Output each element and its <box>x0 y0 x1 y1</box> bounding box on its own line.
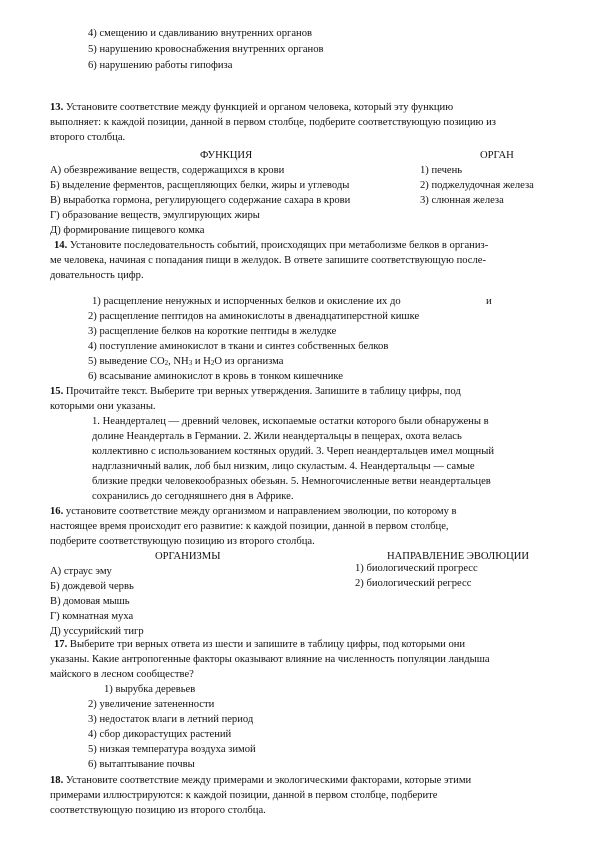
list-item: 2) расщепление пептидов на аминокислоты в двенадцатиперстной кишке <box>88 311 420 322</box>
passage-line: 1. Неандерталец — древний человек, ископаемые остатки которого были обнаружены в <box>92 416 489 427</box>
question-number: 13. <box>50 102 64 113</box>
question-18-line: соответствующую позицию из второго столбца. <box>50 805 266 816</box>
question-18-line: примерами иллюстрируются: к каждой позиции, данной в первом столбце, подберите <box>50 790 438 801</box>
question-15-line: которыми они указаны. <box>50 401 156 412</box>
list-item: 4) поступление аминокислот в ткани и синтез собственных белков <box>88 341 389 352</box>
list-item: 1) вырубка деревьев <box>104 684 196 695</box>
list-item: 5) выведение $CO_2$, $NH_3$ и $H_2O$ из организма <box>88 356 284 367</box>
list-item: 6) всасывание аминокислот в кровь в тонком кишечнике <box>88 371 343 382</box>
column-header-function: ФУНКЦИЯ <box>200 150 253 161</box>
passage-line: коллективно с использованием костяных орудий. 3. Череп неандертальцев имел мощный <box>92 446 495 457</box>
column-header-organ: ОРГАН <box>480 150 514 161</box>
list-item: 3) недостаток влаги в летний период <box>88 714 254 725</box>
question-18-line: 18. Установите соответствие между примерами и экологическими факторами, которые этими <box>50 775 472 786</box>
match-item: Д) уссурийский тигр <box>50 626 144 637</box>
match-item: Г) комнатная муха <box>50 611 134 622</box>
list-item: 3) расщепление белков на короткие пептиды в желудке <box>88 326 337 337</box>
list-item: 2) увеличение затененности <box>88 699 215 710</box>
question-number: 15. <box>50 386 64 397</box>
question-14-line: 14. Установите последовательность событий, происходящих при метаболизме белков в организ- <box>54 240 489 251</box>
passage-line: сохранились до сегодняшнего дня в Африке. <box>92 491 294 502</box>
question-13-line: выполняет: к каждой позиции, данной в первом столбце, подберите соответствующую позицию из <box>50 117 496 128</box>
match-item: А) страус эму <box>50 566 112 577</box>
match-item: Б) выделение ферментов, расщепляющих белки, жиры и углеводы <box>50 180 350 191</box>
list-item: 6) нарушению работы гипофиза <box>88 60 233 71</box>
column-header-evolution: НАПРАВЛЕНИЕ ЭВОЛЮЦИИ <box>387 551 530 562</box>
match-item: А) обезвреживание веществ, содержащихся в крови <box>50 165 285 176</box>
match-option: 2) поджелудочная железа <box>420 180 534 191</box>
passage-line: надглазничный валик, лоб был низким, лицо скуластым. 4. Неандертальцы — самые <box>92 461 475 472</box>
list-item-tail: и <box>486 296 492 307</box>
question-16-line: подберите соответствующую позицию из второго столбца. <box>50 536 315 547</box>
question-number: 14. <box>54 240 68 251</box>
question-17-line: указаны. Какие антропогенные факторы оказывают влияние на численность популяции ландыша <box>50 654 490 665</box>
question-13-line: 13. Установите соответствие между функцией и органом человека, который эту функцию <box>50 102 454 113</box>
passage-line: близкие предки человекообразных обезьян. 5. Немногочисленные ветви неандертальцев <box>92 476 491 487</box>
match-option: 1) биологический прогресс <box>355 563 478 574</box>
list-item: 5) нарушению кровоснабжения внутренних органов <box>88 44 324 55</box>
question-14-line: довательность цифр. <box>50 270 144 281</box>
match-item: Г) образование веществ, эмулгирующих жиры <box>50 210 260 221</box>
match-option: 1) печень <box>420 165 463 176</box>
list-item: 4) сбор дикорастущих растений <box>88 729 232 740</box>
match-option: 3) слюнная железа <box>420 195 504 206</box>
match-item: В) выработка гормона, регулирующего содержание сахара в крови <box>50 195 351 206</box>
list-item: 6) вытаптывание почвы <box>88 759 195 770</box>
passage-line: долине Неандерталь в Германии. 2. Жили неандертальцы в пещерах, охота велась <box>92 431 462 442</box>
question-13-line: второго столбца. <box>50 132 126 143</box>
match-option: 2) биологический регресс <box>355 578 472 589</box>
question-16-line: 16. установите соответствие между организмом и направлением эволюции, по которому в <box>50 506 457 517</box>
list-item: 5) низкая температура воздуха зимой <box>88 744 256 755</box>
question-number: 18. <box>50 775 64 786</box>
question-16-line: настоящее время происходит его развитие: к каждой позиции, данной в первом столбце, <box>50 521 449 532</box>
match-item: В) домовая мышь <box>50 596 130 607</box>
question-17-line: майского в лесном сообществе? <box>50 669 194 680</box>
list-item: 4) смещению и сдавливанию внутренних органов <box>88 28 313 39</box>
question-14-line: ме человека, начиная с попадания пищи в желудок. В ответе запишите соответствующую после- <box>50 255 487 266</box>
question-17-line: 17. Выберите три верных ответа из шести и запишите в таблицу цифры, под которыми они <box>54 639 466 650</box>
list-item: 1) расщепление ненужных и испорченных белков и окисление их до <box>92 296 401 307</box>
match-item: Д) формирование пищевого комка <box>50 225 205 236</box>
question-number: 17. <box>54 639 68 650</box>
question-15-line: 15. Прочитайте текст. Выберите три верных утверждения. Запишите в таблицу цифры, под <box>50 386 461 397</box>
match-item: Б) дождевой червь <box>50 581 134 592</box>
column-header-organisms: ОРГАНИЗМЫ <box>155 551 221 562</box>
question-number: 16. <box>50 506 64 517</box>
